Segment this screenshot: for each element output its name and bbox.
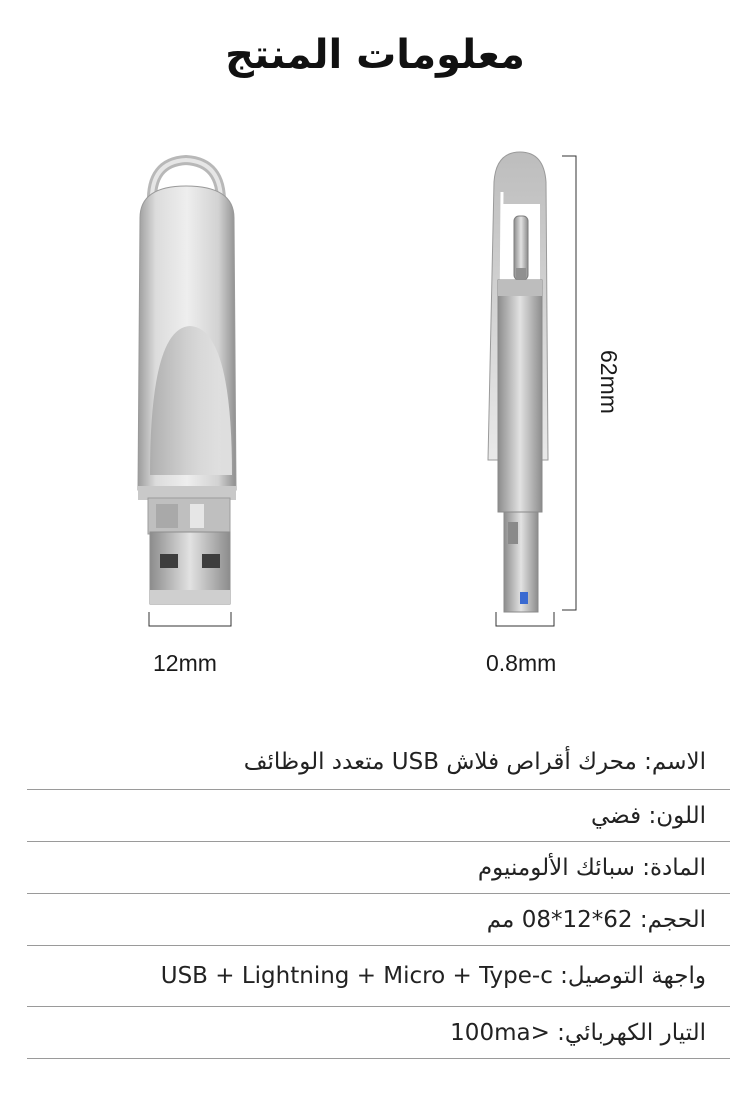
spec-row-name: الاسم : محرك أقراص فلاش USB متعدد الوظائف xyxy=(27,735,730,790)
spec-label: الحجم xyxy=(647,906,706,933)
spec-label: المادة xyxy=(650,854,706,881)
spec-value: 62*12*08 مم xyxy=(486,906,633,933)
spec-row-material: المادة : سبائك الألومنيوم xyxy=(27,842,730,894)
spec-value: فضي xyxy=(591,802,642,829)
spec-row-interface: واجهة التوصيل : USB + Lightning + Micro + Type-c xyxy=(27,946,730,1007)
spec-label: واجهة التوصيل xyxy=(567,963,706,989)
spec-row-current: التيار الكهربائي : <100ma xyxy=(27,1007,730,1059)
width-dimension-label: 12mm xyxy=(153,650,217,676)
spec-row-size: الحجم : 62*12*08 مم xyxy=(27,894,730,946)
spec-value: محرك أقراص فلاش USB متعدد الوظائف xyxy=(243,749,637,775)
front-view-drive xyxy=(138,160,236,604)
thickness-dimension-label: 0.8mm xyxy=(486,650,557,676)
product-figure xyxy=(0,130,750,700)
length-dimension-label: 62mm xyxy=(596,350,622,414)
spec-label: اللون xyxy=(656,802,706,829)
spec-value: <100ma xyxy=(450,1019,550,1046)
side-view-drive xyxy=(488,152,548,612)
page-title: معلومات المنتج xyxy=(225,32,525,78)
spec-value: USB + Lightning + Micro + Type-c xyxy=(160,963,553,989)
spec-list xyxy=(27,735,730,1059)
usb-drive-illustration xyxy=(0,130,750,700)
spec-label: الاسم xyxy=(651,749,706,775)
spec-label: التيار الكهربائي xyxy=(564,1019,706,1046)
spec-row-color: اللون : فضي xyxy=(27,790,730,842)
spec-value: سبائك الألومنيوم xyxy=(477,854,635,881)
